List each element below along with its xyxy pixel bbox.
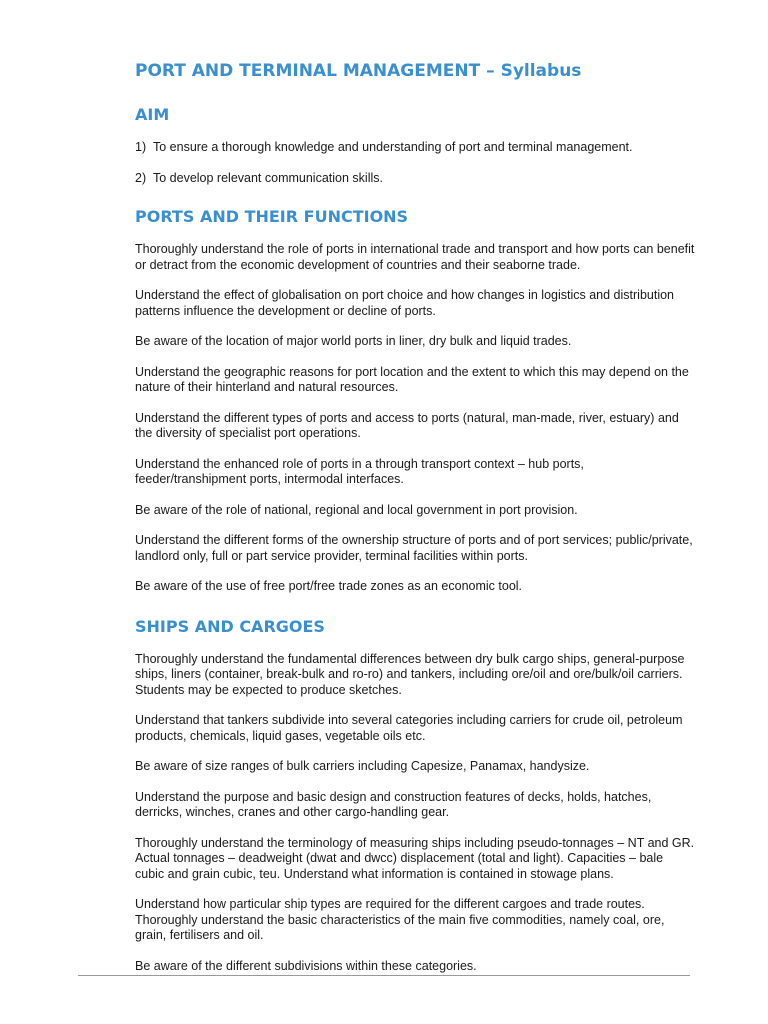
aim-heading: AIM — [135, 105, 170, 124]
document-page — [135, 58, 695, 974]
title-main: PORT AND TERMINAL MANAGEMENT — [135, 61, 481, 81]
ships-paragraph: Understand that tankers subdivide into several categories including carriers for crude oil, petroleum products, chemicals, liquid gases, vegetable oils etc. — [135, 713, 683, 743]
ports-paragraph: Understand the different forms of the ownership structure of ports and of port services; public/private, landlord only, full or part service provider, terminal facilities within ports. — [135, 533, 693, 563]
ports-paragraph: Understand the geographic reasons for port location and the extent to which this may depend on the nature of their hinterland and natural resources. — [135, 364, 689, 394]
ships-paragraph: Thoroughly understand the fundamental differences between dry bulk cargo ships, general-purpose ships, liners (container, break-bulk and ro-ro) and tankers, including ore/oil and ore/bulk/oil carriers. Students may be expected to produce sketches. — [135, 651, 685, 697]
aim-item-number: 1) — [135, 140, 147, 154]
ships-heading: SHIPS AND CARGOES — [135, 616, 325, 636]
ships-paragraph: Be aware of the different subdivisions within these categories. — [135, 958, 477, 973]
aim-item-number: 2) — [135, 170, 147, 185]
ports-paragraph: Understand the different types of ports and access to ports (natural, man-made, river, estuary) and the diversity of specialist port operations. — [135, 410, 679, 440]
footer-divider — [78, 975, 690, 976]
ships-paragraph: Understand how particular ship types are required for the different cargoes and trade routes. Thoroughly understand the basic characteristics of the main five commodities, namely coal, ore, grain, fertilisers and oil. — [135, 897, 665, 942]
ports-paragraph: Be aware of the location of major world ports in liner, dry bulk and liquid trades. — [135, 334, 572, 348]
aim-item-text: To ensure a thorough knowledge and understanding of port and terminal management. — [153, 140, 633, 154]
ports-paragraph: Understand the effect of globalisation on port choice and how changes in logistics and distribution patterns influence the development or decline of ports. — [135, 288, 675, 318]
ships-paragraph: Thoroughly understand the terminology of measuring ships including pseudo-tonnages – NT and GR. Actual tonnages – deadweight (dwat and dwcc) displacement (total and light). Capacities – bale cubic and grain cubic, teu. Understand what information is contained in stowage plans. — [135, 835, 695, 881]
ships-paragraph: Be aware of size ranges of bulk carriers including Capesize, Panamax, handysize. — [135, 759, 590, 773]
aim-item-1 — [135, 140, 695, 156]
title-separator: – — [480, 61, 501, 81]
aim-item-2 — [135, 171, 695, 187]
ports-paragraph: Understand the enhanced role of ports in a through transport context – hub ports, feeder/transhipment ports, intermodal interfaces. — [135, 456, 584, 486]
ports-paragraph: Be aware of the role of national, regional and local government in port provision. — [135, 502, 578, 517]
ships-paragraph: Understand the purpose and basic design and construction features of decks, holds, hatches, derricks, winches, cranes and other cargo-handling gear. — [135, 789, 652, 819]
aim-item-text: To develop relevant communication skills. — [153, 170, 383, 185]
ports-paragraph: Be aware of the use of free port/free trade zones as an economic tool. — [135, 579, 523, 593]
ports-paragraph: Thoroughly understand the role of ports in international trade and transport and how ports can benefit or detract from the economic development of countries and their seaborne trade. — [135, 242, 695, 272]
page-title — [135, 58, 695, 84]
ports-heading: PORTS AND THEIR FUNCTIONS — [135, 207, 409, 226]
title-subtitle: Syllabus — [500, 61, 582, 81]
